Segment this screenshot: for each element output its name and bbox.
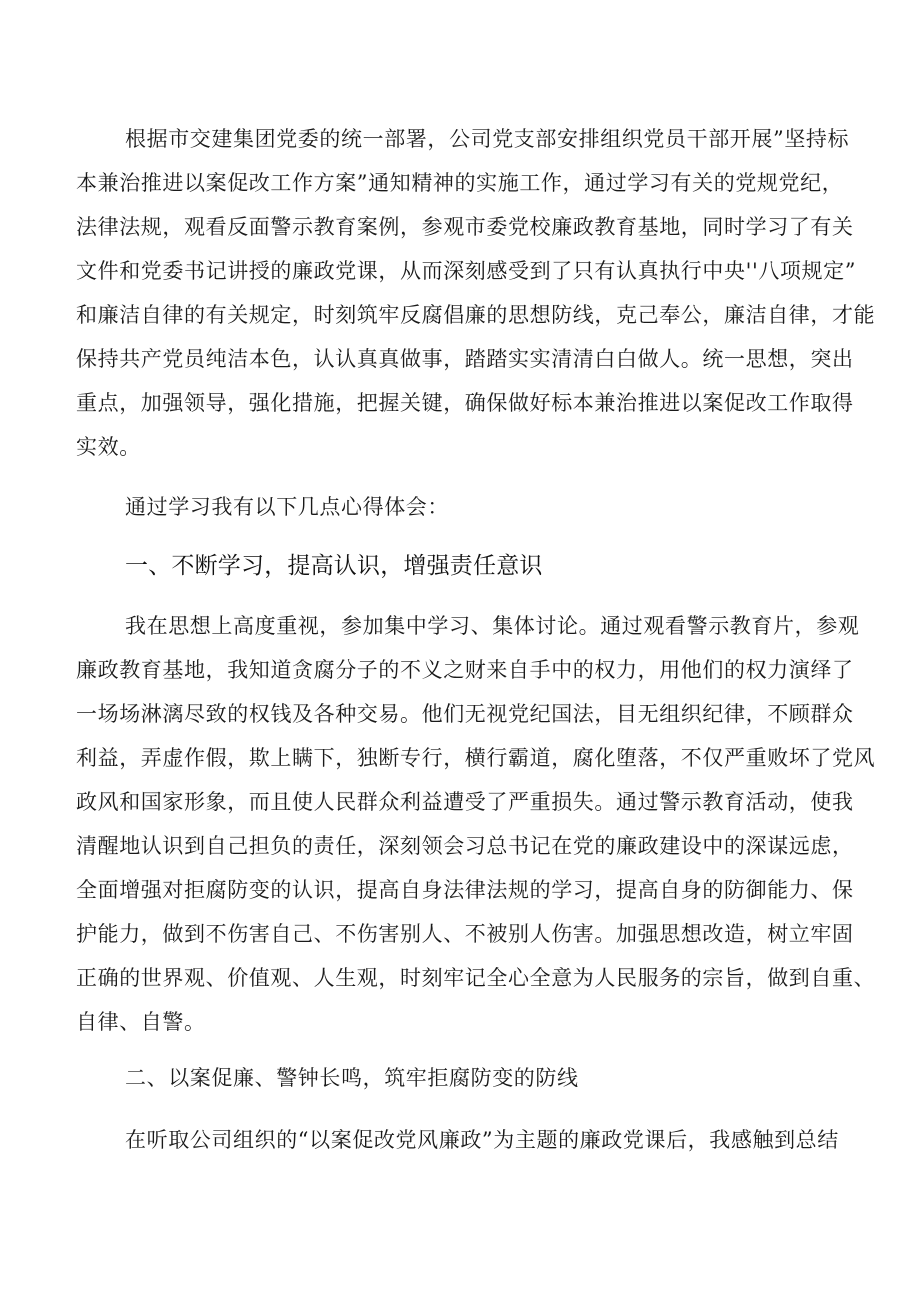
intro-paragraph [76, 117, 876, 469]
text-line: 法律法规，观看反面警示教育案例，参观市委党校廉政教育基地，同时学习了有关 [76, 215, 854, 239]
section-2-heading: 二、以案促廉、警钟长鸣，筑牢拒腐防变的防线 [125, 1066, 579, 1090]
text-line: 保持共产党员纯洁本色，认认真真做事，踏踏实实清清白白做人。统一思想，突出 [76, 347, 854, 371]
text-line: 一场场淋漓尽致的权钱及各种交易。他们无视党纪国法，目无组织纪律，不顾群众 [76, 702, 854, 726]
text-line: 根据市交建集团党委的统一部署，公司党支部安排组织党员干部开展”坚持标 [125, 127, 850, 151]
text-line: 全面增强对拒腐防变的认识，提高自身法律法规的学习，提高自身的防御能力、保 [76, 878, 854, 902]
section-1-heading: 一、不断学习，提高认识，增强责任意识 [125, 553, 543, 579]
text-line: 实效。 [76, 435, 141, 459]
text-line: 清醒地认识到自己担负的责任，深刻领会习总书记在党的廉政建设中的深谋远虑， [76, 834, 854, 858]
text-line: 我在思想上高度重视，参加集中学习、集体讨论。通过观看警示教育片，参观 [125, 614, 860, 638]
text-line: 政风和国家形象，而且使人民群众利益遭受了严重损失。通过警示教育活动，使我 [76, 790, 854, 814]
text-line: 本兼治推进以案促改工作方案”通知精神的实施工作，通过学习有关的党规党纪， [76, 171, 844, 195]
text-line: 利益，弄虚作假，欺上瞒下，独断专行，横行霸道，腐化堕落，不仅严重败坏了党风 [76, 746, 876, 770]
lead-in-text: 通过学习我有以下几点心得体会： [125, 495, 449, 519]
text-line: 在听取公司组织的“以案促改党风廉政”为主题的廉政党课后，我感触到总结 [125, 1128, 839, 1152]
text-line: 和廉洁自律的有关规定，时刻筑牢反腐倡廉的思想防线，克己奉公，廉洁自律，才能 [76, 303, 876, 327]
section-2-paragraph [76, 1118, 866, 1162]
text-line: 自律、自警。 [76, 1010, 206, 1034]
text-line: 正确的世界观、价值观、人生观，时刻牢记全心全意为人民服务的宗旨，做到自重、 [76, 966, 876, 990]
text-line: 重点，加强领导，强化措施，把握关键，确保做好标本兼治推进以案促改工作取得 [76, 391, 854, 415]
section-1-paragraph [76, 604, 876, 1044]
text-line: 护能力，做到不伤害自己、不伤害别人、不被别人伤害。加强思想改造，树立牢固 [76, 922, 854, 946]
text-line: 文件和党委书记讲授的廉政党课，从而深刻感受到了只有认真执行中央''八项规定” [76, 259, 857, 283]
text-line: 廉政教育基地，我知道贪腐分子的不义之财来自手中的权力，用他们的权力演绎了 [76, 658, 854, 682]
